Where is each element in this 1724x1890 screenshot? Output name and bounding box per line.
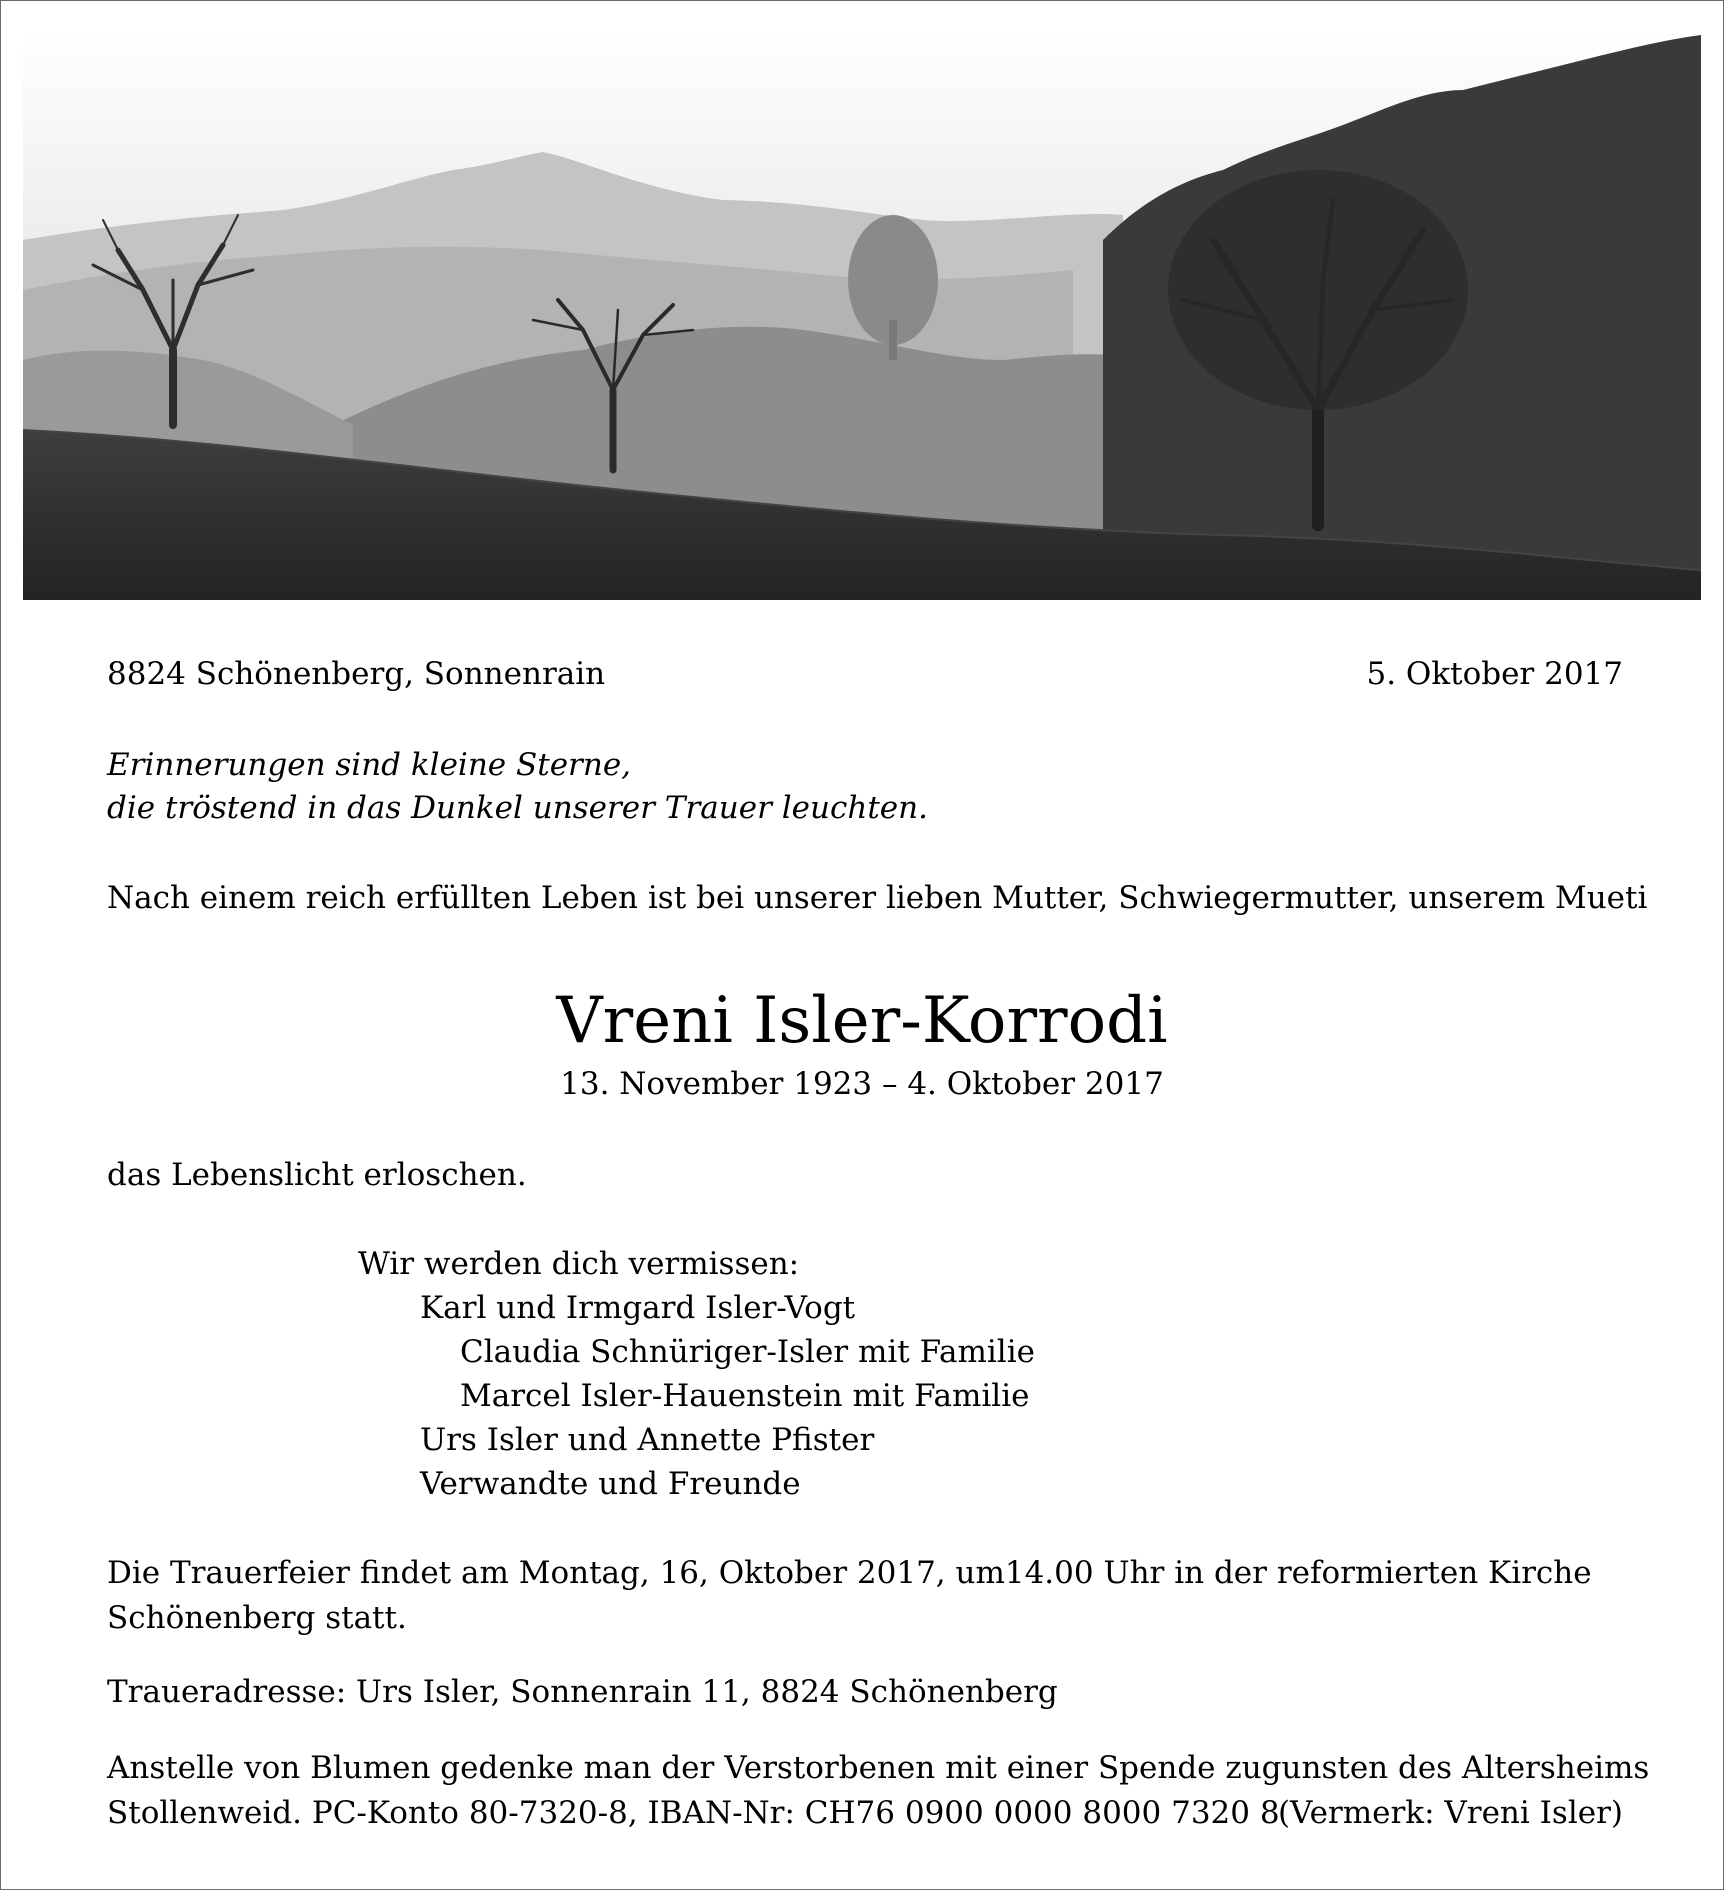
deceased-name: Vreni Isler-Korrodi xyxy=(556,984,1168,1058)
donation-account: Stollenweid. PC-Konto 80-7320-8, IBAN-Nr: CH76 0900 0000 8000 7320 8 xyxy=(107,1795,1280,1831)
mourner-name: Karl und Irmgard Isler-Vogt xyxy=(420,1290,856,1326)
mourner-name: Claudia Schnüriger-Isler mit Familie xyxy=(460,1334,1035,1370)
quote-line-1: Erinnerungen sind kleine Sterne, xyxy=(107,747,632,783)
mourner-name: Marcel Isler-Hauenstein mit Familie xyxy=(460,1378,1030,1414)
mourner-name: Verwandte und Freunde xyxy=(420,1466,801,1502)
donation-line-1: Anstelle von Blumen gedenke man der Verstorbenen mit einer Spende zugunsten des Altersheims xyxy=(107,1750,1650,1786)
intro-line: Nach einem reich erfüllten Leben ist bei unserer lieben Mutter, Schwiegermutter, unserem Mueti xyxy=(107,880,1648,916)
quote-line-2: die tröstend in das Dunkel unserer Trauer leuchten. xyxy=(107,790,928,826)
mourners-heading: Wir werden dich vermissen: xyxy=(358,1246,800,1282)
life-dates: 13. November 1923 – 4. Oktober 2017 xyxy=(560,1066,1164,1102)
donation-line-2 xyxy=(107,1791,1623,1836)
place-line: 8824 Schönenberg, Sonnenrain xyxy=(107,656,606,692)
notice-date: 5. Oktober 2017 xyxy=(1366,656,1623,692)
mourner-name: Urs Isler und Annette Pfister xyxy=(420,1422,875,1458)
ceremony-line-1: Die Trauerfeier findet am Montag, 16, Oktober 2017, um14.00 Uhr in der reformierten Kirche xyxy=(107,1555,1592,1591)
mourning-address: Traueradresse: Urs Isler, Sonnenrain 11, 8824 Schönenberg xyxy=(107,1674,1058,1710)
donation-note: (Vermerk: Vreni Isler) xyxy=(1277,1795,1623,1831)
landscape-photo xyxy=(23,30,1701,600)
closing-line: das Lebenslicht erloschen. xyxy=(107,1157,527,1193)
ceremony-line-2: Schönenberg statt. xyxy=(107,1600,407,1636)
